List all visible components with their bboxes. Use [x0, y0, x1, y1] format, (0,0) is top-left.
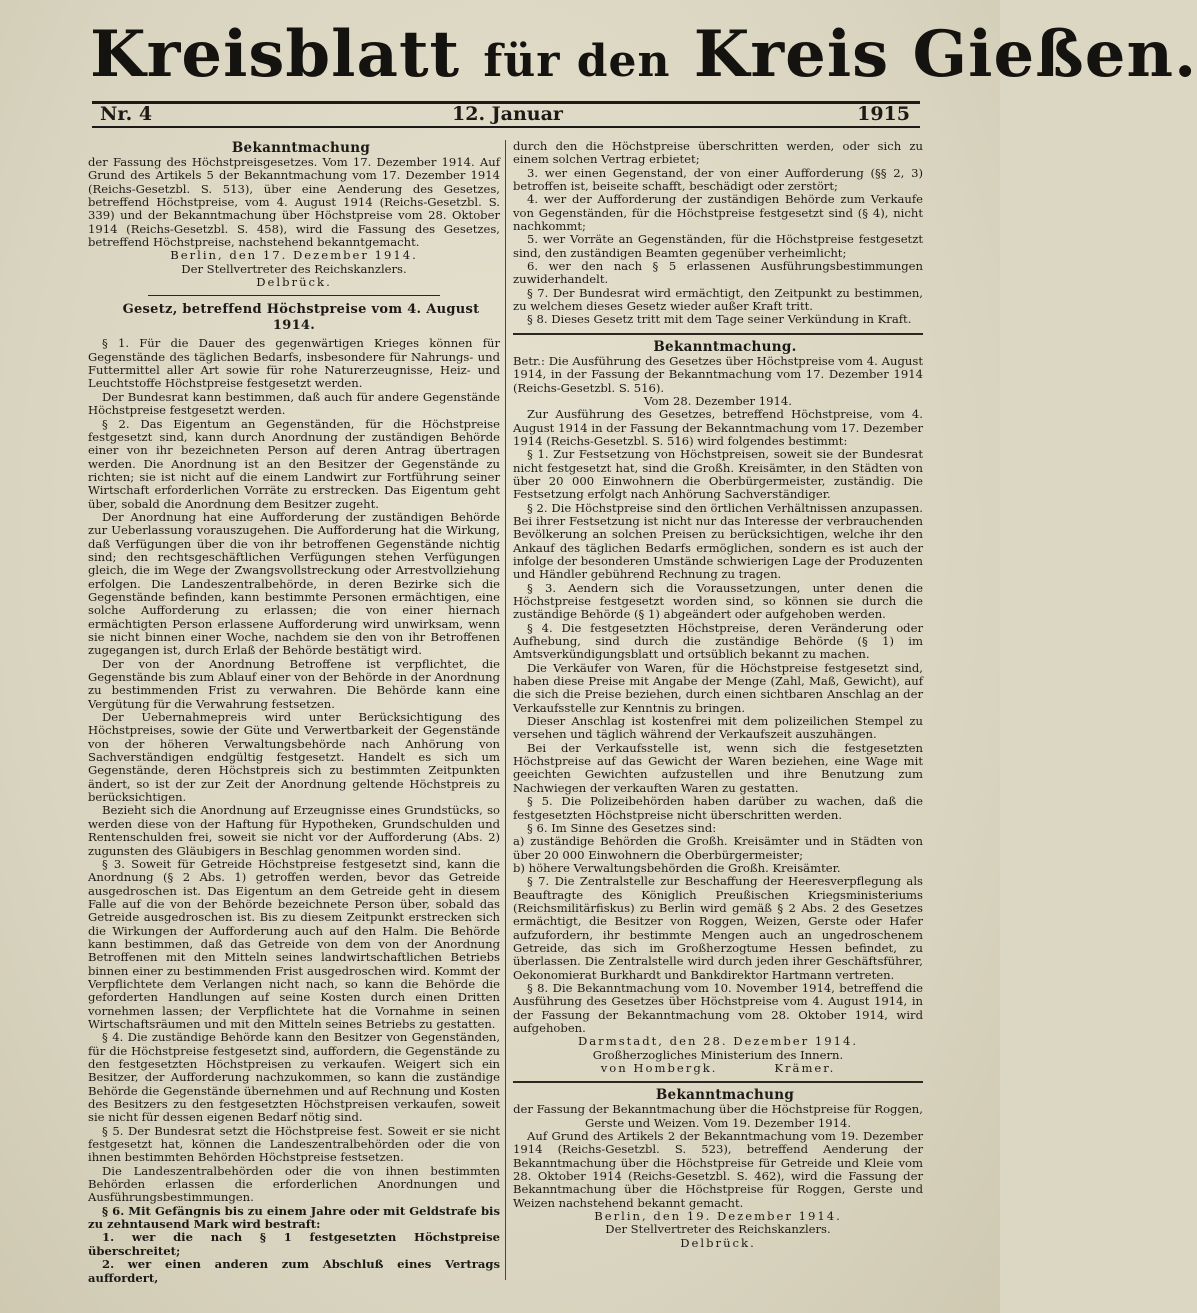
notice-3-text: Auf Grund des Artikels 2 der Bekanntmachung vom 19. Dezember 1914 (Reichs-Gesetzbl. S. 523), betreffend Aenderung der Bekanntmachung über die Höchstpreise für Getreide und Kleie vom 28. Oktober 1914 (Reichs-Gesetzbl. S. 462), wird die Fassung der Bekanntmachung über die Höchstpreise für Roggen, Gerste und Weizen nachstehend bekannt gemacht. — [513, 1129, 923, 1210]
paragraph-s2c: Der von der Anordnung Betroffene ist verpflichtet, die Gegenstände bis zum Ablauf einer von der Behörde in der Anordnung zu bestimmenden Frist zu verwahren. Die Behörde kann eine Vergütung für die Verwahrung festsetzen. — [88, 656, 500, 711]
paragraph-intro: Zur Ausführung des Gesetzes, betreffend Höchstpreise, vom 4. August 1914 in der Fassung der Bekanntmachung vom 17. Dezember 1914 (Reichs-Gesetzbl. S. 516) wird folgendes bestimmt: — [513, 407, 923, 448]
paragraph-s4: § 4. Die zuständige Behörde kann den Besitzer von Gegenständen, für die Höchstpreise festgesetzt sind, auffordern, die Gegenstände zu den festgesetzten Höchstpreisen zu verkaufen. Weigert sich ein Besitzer, der Aufforderung nachzukommen, so kann die zuständige Behörde die Gegenstände übernehmen und auf Rechnung und Kosten des Besitzers zu den festgesetzten Höchstpreisen verkaufen, soweit sie nicht für dessen eigenen Bedarf nötig sind. — [88, 1030, 500, 1125]
heading-bekanntmachung-2: Bekanntmachung. — [653, 338, 797, 355]
separator — [513, 1081, 923, 1083]
paragraph-s2e: Bezieht sich die Anordnung auf Erzeugnisse eines Grundstücks, so werden diese von der Haftung für Hypotheken, Grundschulden und Rentenschulden frei, soweit sie nicht vor der Aufforderung (Abs. 2) zugunsten des Gläubigers in Beschlag genommen worden sind. — [88, 803, 500, 858]
masthead-kreisblatt: Kreisblatt — [90, 17, 461, 92]
paragraph-s5: § 5. Der Bundesrat setzt die Höchstpreise fest. Soweit er sie nicht festgesetzt hat, können die Landeszentralbehörden oder die von ihnen bestimmten Behörden Höchstpreise festsetzen. — [88, 1123, 500, 1165]
betreff-date: Vom 28. Dezember 1914. — [644, 393, 792, 408]
notice-2-signature-kraemer: Krämer. — [774, 1061, 836, 1076]
notice-1-signature-title: Der Stellvertreter des Reichskanzlers. — [181, 261, 407, 276]
masthead-title — [90, 14, 1197, 96]
paragraph-s3: § 3. Soweit für Getreide Höchstpreise festgesetzt sind, kann die Anordnung (§ 2 Abs. 1) getroffen werden, bevor das Getreide ausgedroschen ist. Das Eigentum an dem Getreide geht in diesem Falle auf die von der Behörde bezeichnete Person über, sobald das Getreide ausgedroschen ist. Bis zu diesem Zeitpunkt erstrecken sich die Wirkungen der Aufforderung auch auf den Halm. Die Behörde kann bestimmen, daß das Getreide von dem von der Anordnung Betroffenen mit den Mitteln seines landwirtschaftlichen Betriebs binnen einer zu bestimmenden Frist ausgedroschen wird. Kommt der Verpflichtete dem Verlangen nicht nach, so kann die Behörde die geforderten Handlungen auf seine Kosten durch einen Dritten vornehmen lassen; der Verpflichtete hat die Vornahme in seinen Wirtschaftsräumen und mit den Mitteln seines Betriebs zu gestatten. — [88, 856, 500, 1031]
paragraph-s6-item-1: 1. wer die nach § 1 festgesetzten Höchstpreise überschreitet; — [88, 1230, 500, 1258]
paragraph-a4: § 4. Die festgesetzten Höchstpreise, deren Veränderung oder Aufhebung, sind durch die zuständige Behörde (§ 1) im Amtsverkündigungsblatt und ortsüblich bekannt zu machen. — [513, 620, 923, 662]
notice-2-place-date: Darmstadt, den 28. Dezember 1914. — [577, 1034, 859, 1049]
masthead-kreis-giessen: Kreis Gießen. — [693, 17, 1197, 92]
paragraph-s1: § 1. Für die Dauer des gegenwärtigen Krieges können für Gegenstände des täglichen Bedarfs, insbesondere für Nahrungs- und Futtermittel aller Art sowie für rohe Naturerzeugnisse, Heiz- und Leuchtstoffe Höchstpreise festgesetzt werden. — [88, 336, 500, 391]
notice-1-signature-name: Delbrück. — [256, 275, 332, 290]
paragraph-r6: 6. wer den nach § 5 erlassenen Ausführungsbestimmungen zuwiderhandelt. — [513, 259, 923, 287]
paragraph-r4: 4. wer der Aufforderung der zuständigen Behörde zum Verkaufe von Gegenständen, für die Höchstpreise festgesetzt sind (§ 4), nicht nachkommt; — [513, 192, 923, 234]
paragraph-s2b: Der Anordnung hat eine Aufforderung der zuständigen Behörde zur Ueberlassung vorauszugehen. Die Aufforderung hat die Wirkung, daß Verfügungen über die von ihr betroffenen Gegenstände nichtig sind; den rechtsgeschäftlichen Verfügungen stehen Verfügungen gleich, die im Wege der Zwangsvollstreckung oder Arrestvollziehung erfolgen. Die Landeszentralbehörde, in deren Bezirke sich die Gegenstände befinden, kann bestimmte Personen ermächtigen, eine solche Aufforderung zu erlassen; die von einer hiernach ermächtigten Person erlassene Aufforderung wird unwirksam, wenn sie nicht binnen einer Woche, nachdem sie den von ihr Betroffenen zugegangen ist, durch Erlaß der Behörde bestätigt wird. — [88, 509, 500, 658]
paragraph-r8: § 8. Dieses Gesetz tritt mit dem Tage seiner Verkündung in Kraft. — [527, 312, 912, 327]
paragraph-a3: § 3. Aendern sich die Voraussetzungen, unter denen die Höchstpreise festgesetzt worden sind, so können sie durch die zuständige Behörde (§ 1) abgeändert oder aufgehoben werden. — [513, 580, 923, 622]
issue-date: 12. Januar — [452, 103, 563, 125]
paragraph-r7: § 7. Der Bundesrat wird ermächtigt, den Zeitpunkt zu bestimmen, zu welchem dieses Gesetz wieder außer Kraft tritt. — [513, 285, 923, 314]
heading-gesetz: Gesetz, betreffend Höchstpreise vom 4. August 1914. — [122, 302, 480, 334]
paragraph-s2: § 2. Das Eigentum an Gegenständen, für die Höchstpreise festgesetzt sind, kann durch Anordnung der zuständigen Behörde einer von ihr bezeichneten Person auf deren Antrag übertragen werden. Die Anordnung ist an den Besitzer der Gegenstände zu richten; sie ist nicht auf die einem Landwirt zur Fortführung seiner Wirtschaft erforderlichen Vorräte zu erstrecken. Das Eigentum geht über, sobald die Anordnung dem Besitzer zugeht. — [88, 416, 500, 511]
paragraph-a2: § 2. Die Höchstpreise sind den örtlichen Verhältnissen anzupassen. Bei ihrer Festsetzung ist nicht nur das Interesse der verbrauchenden Bevölkerung an solchen Preisen zu berücksichtigen, welche ihr den Ankauf des täglichen Bedarfs ermöglichen, sondern es ist auch der infolge der besonderen Umstände schwierigen Lage der Produzenten und Händler gebührend Rechnung zu tragen. — [513, 500, 923, 582]
betreff-text: Betr.: Die Ausführung des Gesetzes über Höchstpreise vom 4. August 1914, in der Fassung der Bekanntmachung vom 17. Dezember 1914 (Reichs-Gesetzbl. S. 516). — [513, 353, 923, 395]
paragraph-a6a: a) zuständige Behörden die Großh. Kreisämter und in Städten von über 20 000 Einwohnern die Oberbürgermeister; — [513, 834, 923, 862]
paragraph-a4b: Die Verkäufer von Waren, für die Höchstpreise festgesetzt sind, haben diese Preise mit Angabe der Menge (Zahl, Maß, Gewicht), auf die sich die Preise beziehen, durch einen sichtbaren Anschlag an der Verkaufsstelle zur Kenntnis zu bringen. — [513, 660, 923, 715]
paragraph-a4d: Bei der Verkaufsstelle ist, wenn sich die festgesetzten Höchstpreise auf das Gewicht der Waren beziehen, eine Wage mit geeichten Gewichten aufzustellen und ihre Benutzung zum Nachwiegen der verkauften Waren zu gestatten. — [513, 740, 923, 795]
notice-2-signature-name — [513, 1062, 923, 1075]
right-column — [513, 140, 923, 1250]
notice-2-signature-ministry: Großherzogliches Ministerium des Innern. — [592, 1047, 844, 1062]
issue-info-line — [100, 103, 910, 125]
masthead-fuer-den: für den — [483, 36, 671, 87]
notice-3-signature-title: Der Stellvertreter des Reichskanzlers. — [605, 1222, 831, 1237]
notice-1-text: der Fassung des Höchstpreisgesetzes. Vom 17. Dezember 1914. Auf Grund des Artikels 5 der Bekanntmachung vom 17. Dezember 1914 (Reichs-Gesetzbl. S. 513), über eine Aenderung des Gesetzes, betreffend Höchstpreise, vom 4. August 1914 (Reichs-Gesetzbl. S. 339) und der Bekanntmachung über Höchstpreise vom 28. Oktober 1914 (Reichs-Gesetzbl. S. 458), wird die Fassung des Gesetzes, betreffend Höchstpreise, nachstehend bekanntgemacht. — [88, 155, 500, 250]
issue-year: 1915 — [857, 103, 910, 125]
paragraph-a6: § 6. Im Sinne des Gesetzes sind: — [527, 820, 717, 835]
paragraph-r3: 3. wer einen Gegenstand, der von einer Aufforderung (§§ 2, 3) betroffen ist, beiseite schafft, beschädigt oder zerstört; — [513, 165, 923, 194]
notice-2-signature-hombergk: von Hombergk. — [600, 1061, 718, 1076]
notice-1-place-date: Berlin, den 17. Dezember 1914. — [170, 248, 418, 263]
heading-bekanntmachung-1: Bekanntmachung — [231, 140, 371, 156]
paragraph-a5: § 5. Die Polizeibehörden haben darüber zu wachen, daß die festgesetzten Höchstpreise nicht überschritten werden. — [513, 794, 923, 822]
paragraph-a1: § 1. Zur Festsetzung von Höchstpreisen, soweit sie der Bundesrat nicht festgesetzt hat, sind die Großh. Kreisämter, in den Städten von über 20 000 Einwohnern die Oberbürgermeister, zuständig. Die Festsetzung erfolgt nach Anhörung Sachverständiger. — [513, 447, 923, 502]
paragraph-s2d: Der Uebernahmepreis wird unter Berücksichtigung des Höchstpreises, sowie der Güte und Verwertbarkeit der Gegenstände von der höheren Verwaltungsbehörde nach Anhörung von Sachverständigen endgültig festgesetzt. Handelt es sich um Gegenstände, deren Höchstpreis sich zu bestimmten Zeitpunkten ändert, so ist der zur Zeit der Anordnung geltende Höchstpreis zu berücksichtigen. — [88, 710, 500, 805]
paragraph-s1b: Der Bundesrat kann bestimmen, daß auch für andere Gegenstände Höchstpreise festgesetzt werden. — [88, 389, 500, 418]
notice-3-signature-name: Delbrück. — [680, 1235, 756, 1250]
paragraph-a7: § 7. Die Zentralstelle zur Beschaffung der Heeresverpflegung als Beauftragte des Königlich Preußischen Kriegsministeriums (Reichsmilitärfiskus) zu Berlin wird gemäß § 2 Abs. 2 des Gesetzes ermächtigt, die Besitzer von Roggen, Weizen, Gerste oder Hafer aufzufordern, ihr bestimmte Mengen auch an ungedroschenem Getreide, das sich im Großherzogtume Hessen befindet, zu überlassen. Die Zentralstelle wird durch jeden ihrer Geschäftsführer, Oekonomierat Burkhardt und Bankdirektor Hartmann vertreten. — [513, 874, 923, 982]
left-column — [88, 140, 500, 1285]
notice-3-place-date: Berlin, den 19. Dezember 1914. — [594, 1209, 842, 1224]
paragraph-s5b: Die Landeszentralbehörden oder die von ihnen bestimmten Behörden erlassen die erforderlichen Anordnungen und Ausführungsbestimmungen. — [88, 1163, 500, 1205]
paragraph-s6: § 6. Mit Gefängnis bis zu einem Jahre oder mit Geldstrafe bis zu zehntausend Mark wird bestraft: — [88, 1203, 500, 1232]
paragraph-s6-item-2: 2. wer einen anderen zum Abschluß eines Vertrags auffordert, — [88, 1257, 500, 1285]
column-divider — [505, 140, 506, 1280]
paragraph-a8: § 8. Die Bekanntmachung vom 10. November 1914, betreffend die Ausführung des Gesetzes über Höchstpreise vom 4. August 1914, in der Fassung der Bekanntmachung vom 28. Oktober 1914, wird aufgehoben. — [513, 980, 923, 1035]
paragraph-r0: durch den die Höchstpreise überschritten werden, oder sich zu einem solchen Vertrag erbietet; — [513, 139, 923, 167]
notice-3-subtitle: der Fassung der Bekanntmachung über die Höchstpreise für Roggen, Gerste und Weizen. Vom 19. Dezember 1914. — [513, 1102, 923, 1130]
paragraph-r5: 5. wer Vorräte an Gegenständen, für die Höchstpreise festgesetzt sind, den zuständigen Beamten gegenüber verheimlicht; — [513, 232, 923, 260]
heading-bekanntmachung-3: Bekanntmachung — [655, 1087, 795, 1104]
paragraph-a4c: Dieser Anschlag ist kostenfrei mit dem polizeilichen Stempel zu versehen und täglich während der Verkaufszeit auszuhängen. — [513, 714, 923, 742]
separator — [513, 333, 923, 335]
paragraph-a6b: b) höhere Verwaltungsbehörden die Großh. Kreisämter. — [513, 860, 841, 875]
issue-number: Nr. 4 — [100, 103, 153, 125]
issue-rule-bottom — [92, 126, 920, 128]
separator — [148, 295, 440, 296]
